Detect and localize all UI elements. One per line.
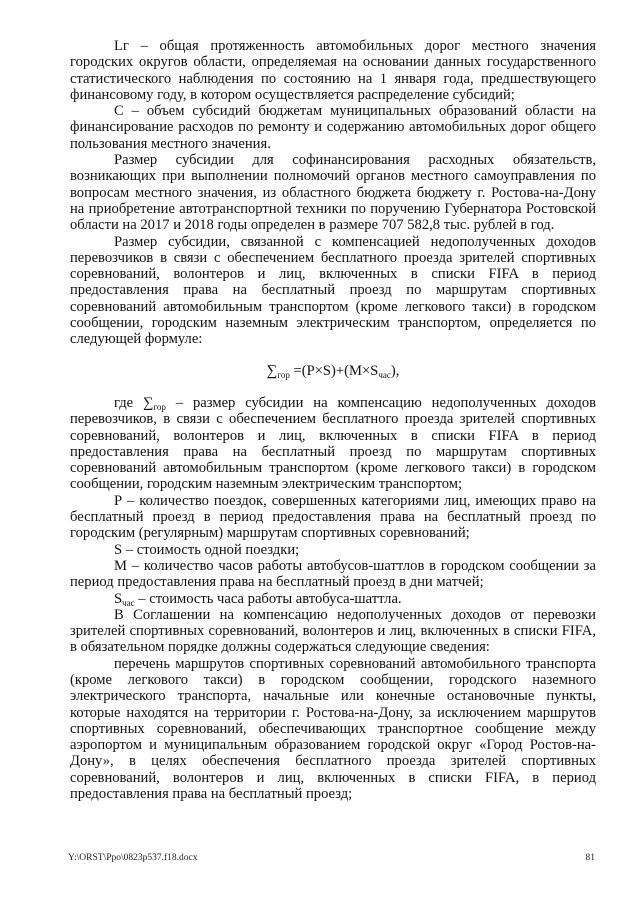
- inline-subscript-chas: час: [122, 597, 135, 608]
- s-symbol: S: [114, 590, 123, 607]
- paragraph-m-definition: М – количество часов работы автобусов-шаттлов в городском сообщении за период предоставления права на бесплатный проезд в дни матчей;: [70, 557, 596, 591]
- sigma-definition-text: – размер субсидии на компенсацию недополученных доходов перевозчиков, в связи с обеспечением бесплатного проезда зрителей спортивных соревнований, волонтеров и лиц, включенных в списки FIFA в период предоставления права на бесплатный проезд по маршрутам спортивных соревнований автомобильным транспортом (кроме легкового такси) в городском сообщении, городским наземным электрическим транспортом;: [70, 394, 597, 493]
- page-footer: [68, 853, 595, 863]
- paragraph-lg-definition: Lг – общая протяженность автомобильных дорог местного значения городских округов области, определяемая на основании данных государственного статистического наблюдения по состоянию на 1 января года, предшествующего финансовому году, в котором осуществляется распределение субсидий;: [70, 38, 596, 103]
- schas-definition-text: – стоимость часа работы автобуса-шаттла.: [134, 590, 402, 607]
- paragraph-sigma-definition: [70, 395, 596, 493]
- paragraph-route-list: перечень маршрутов спортивных соревнований автомобильного транспорта (кроме легкового такси) в городском сообщении, городского наземного электрического транспорта, начальные или конечные остановочные пункты, которые находятся на территории г. Ростова-на-Дону, за исключением маршрутов спортивных соревнований, обеспечивающих транспортное сообщение между аэропортом и муниципальным образованием городской округ «Город Ростов-на-Дону», в целях обеспечения бесплатного проезда зрителей спортивных соревнований, волонтеров и лиц, включенных в списки FIFA, в период предоставления права на бесплатный проезд;: [70, 655, 596, 803]
- paragraph-c-definition: С – объем субсидий бюджетам муниципальных образований области на финансирование расходов по ремонту и содержанию автомобильных дорог общего пользования местного значения.: [70, 103, 596, 152]
- subsidy-formula: [70, 363, 596, 379]
- paragraph-subsidy-equipment: Размер субсидии для софинансирования расходных обязательств, возникающих при выполнении полномочий органов местного самоуправления по вопросам местного значения, из областного бюджета бюджету г. Ростова-на-Дону на приобретение автотранспортной техники по поручению Губернатора Ростовской области на 2017 и 2018 годы определен в размере 707 582,8 тыс. рублей в год.: [70, 152, 596, 234]
- document-page: [70, 38, 596, 802]
- paragraph-schas-definition: [70, 591, 596, 607]
- inline-subscript-gor: гор: [153, 401, 166, 412]
- paragraph-subsidy-fifa: Размер субсидии, связанной с компенсацией недополученных доходов перевозчиков в связи с обеспечением бесплатного проезда зрителей спортивных соревнований, волонтеров и лиц, включенных в списки FIFA в период предоставления права на бесплатный проезд по маршрутам спортивных соревнований автомобильным транспортом (кроме легкового такси) в городском сообщении, городским наземным электрическим транспортом, определяется по следующей формуле:: [70, 233, 596, 348]
- page-number: 81: [585, 853, 595, 863]
- paragraph-agreement: В Соглашении на компенсацию недополученных доходов от перевозки зрителей спортивных соревнований, волонтеров и лиц, включенных в списки FIFA, в обязательном порядке должны содержаться следующие сведения:: [70, 606, 596, 656]
- sigma-symbol: ∑: [266, 362, 278, 379]
- formula-body-a: =(P×S)+(M×S: [289, 362, 379, 379]
- formula-subscript-chas: час: [378, 369, 391, 380]
- sigma-symbol-inline: ∑: [143, 394, 154, 411]
- formula-body-b: ),: [390, 362, 400, 379]
- paragraph-p-definition: Р – количество поездок, совершенных категориями лиц, имеющих право на бесплатный проезд в период предоставления права на бесплатный проезд по городским (регулярным) маршрутам спортивных соревнований;: [70, 492, 596, 542]
- file-path: Y:\ORST\Ppo\0823p537.f18.docx: [68, 853, 198, 863]
- formula-subscript-gor: гор: [277, 369, 290, 380]
- paragraph-s-definition: S – стоимость одной поездки;: [114, 541, 300, 558]
- where-word: где: [114, 394, 144, 411]
